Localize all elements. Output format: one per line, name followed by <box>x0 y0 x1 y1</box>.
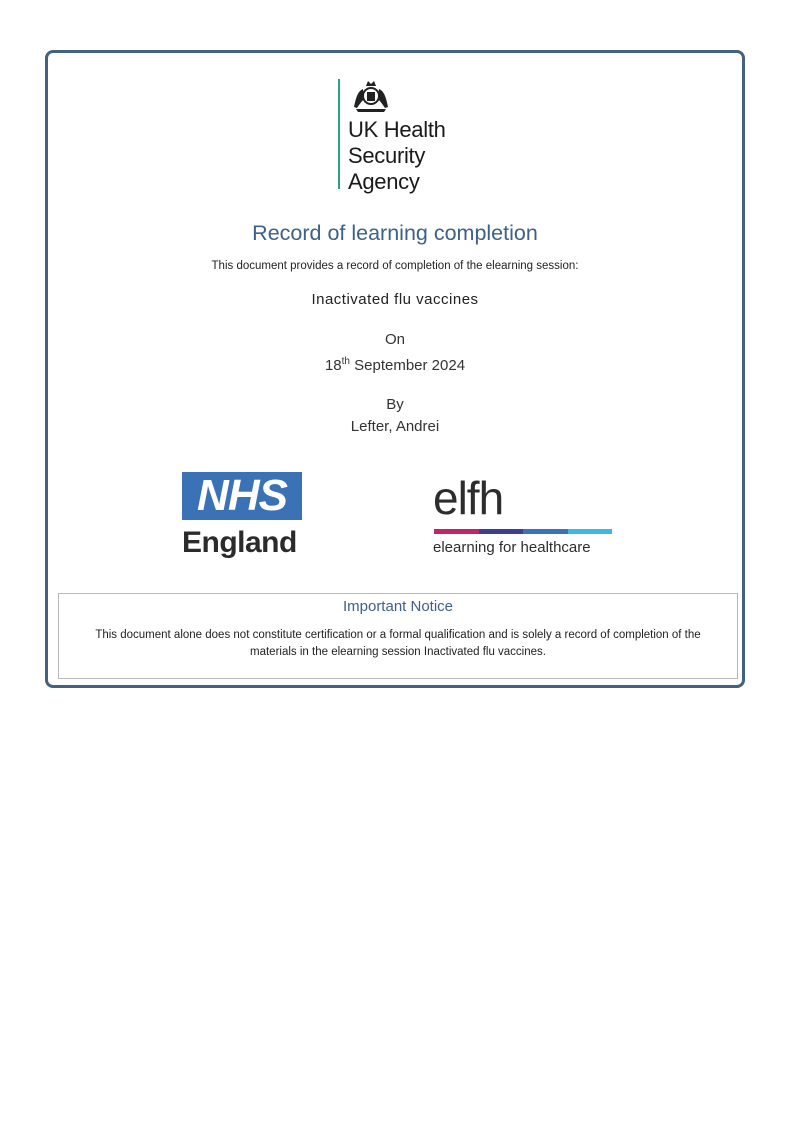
elfh-logo <box>433 472 623 567</box>
on-label: On <box>384 331 405 348</box>
elfh-bar-segment <box>479 529 524 534</box>
elfh-bar-segment <box>523 529 568 534</box>
elfh-bar-segment <box>568 529 613 534</box>
elfh-wordmark: elfh <box>433 472 504 524</box>
notice-title: Important Notice <box>342 598 454 615</box>
elfh-bar-segment <box>434 529 479 534</box>
notice-body: This document alone does not constitute certification or a formal qualification and is solely a record of completion of the materials in the elearning session Inactivated flu vaccines. <box>95 629 701 658</box>
nhs-region-text: England <box>182 526 297 559</box>
ukhsa-wordmark <box>348 117 446 195</box>
nhs-england-logo <box>182 472 306 568</box>
royal-coat-of-arms-icon <box>350 77 392 113</box>
document-title: Record of learning completion <box>252 221 538 245</box>
date-month-year: September 2024 <box>349 357 466 374</box>
course-name: Inactivated flu vaccines <box>311 291 479 308</box>
ukhsa-line: UK Health <box>348 117 446 142</box>
by-label: By <box>386 396 404 413</box>
elfh-color-bar <box>434 529 612 534</box>
learner-name: Lefter, Andrei <box>350 418 440 435</box>
date-day: 18 <box>324 357 342 374</box>
ukhsa-logo <box>338 77 478 197</box>
important-notice-box <box>58 593 738 679</box>
document-subtitle: This document provides a record of completion of the elearning session: <box>211 260 579 272</box>
ukhsa-line: Security <box>348 143 426 168</box>
date-day-suffix: th <box>341 356 350 367</box>
nhs-logo-box: NHS <box>182 472 302 520</box>
elfh-tagline: elearning for healthcare <box>433 539 591 556</box>
certificate-frame <box>45 50 745 688</box>
completion-date <box>48 356 742 374</box>
ukhsa-line: Agency <box>348 169 420 194</box>
ukhsa-accent-bar <box>338 79 340 189</box>
